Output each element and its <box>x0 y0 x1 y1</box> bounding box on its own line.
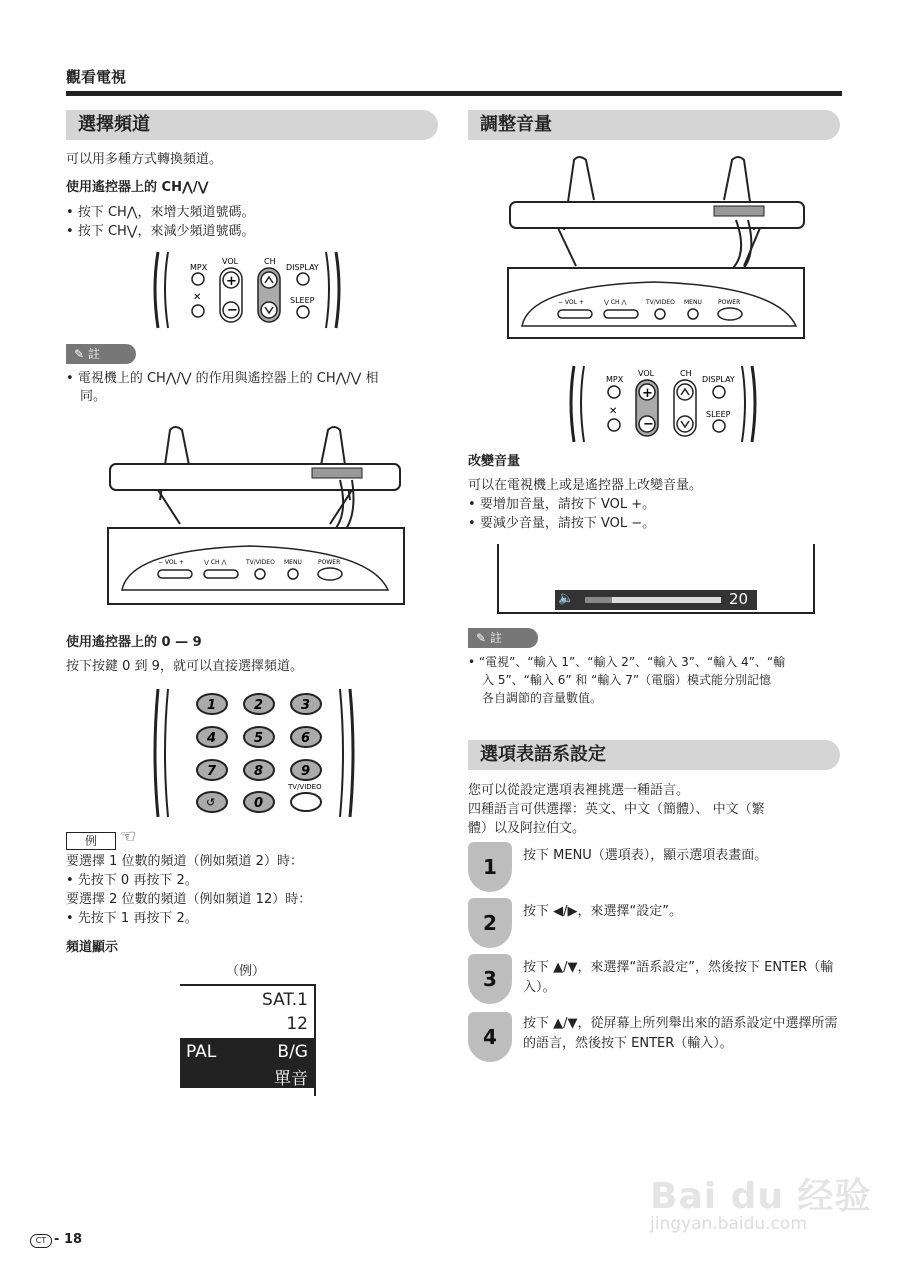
panel-menu-label-right: MENU <box>684 299 702 306</box>
key-1: 1 <box>207 698 217 713</box>
section-title-language: 選項表語系設定 <box>468 740 840 770</box>
bullet-ch-up-text: 按下 CH⋀，來增大頻道號碼。 <box>77 205 255 220</box>
example-line-3: 要選擇 2 位數的頻道（例如頻道 12）時： <box>66 892 312 907</box>
flashback-icon: ↺ <box>206 796 216 809</box>
key-8: 8 <box>254 764 264 779</box>
sleep-label-right: SLEEP <box>706 410 731 419</box>
panel-tvvideo-label: TV/VIDEO <box>246 559 275 566</box>
step-1-badge: 1 <box>468 842 512 892</box>
bullet-ch-down: • 按下 CH⋁，來減少頻道號碼。 <box>66 224 255 239</box>
watermark-url: jingyan.baidu.com <box>650 1214 807 1234</box>
example-label: 例 <box>66 832 116 850</box>
example-line-4: • 先按下 1 再按下 2。 <box>66 911 198 926</box>
key-6: 6 <box>301 731 311 746</box>
panel-vol-label-right: − VOL + <box>558 299 584 306</box>
panel-tvvideo-label-right: TV/VIDEO <box>646 299 675 306</box>
key-2: 2 <box>254 698 264 713</box>
bullet-vol-up: • 要增加音量，請按下 VOL +。 <box>468 497 656 512</box>
digits-heading: 使用遙控器上的 0 — 9 <box>66 635 202 650</box>
lang-intro-1: 您可以從設定選項表裡挑選一種語言。 <box>468 783 690 798</box>
note-text-1: 電視機上的 CH⋀/⋁ 的作用與遙控器上的 CH⋀/⋁ 相 <box>77 371 379 386</box>
volume-value: 20 <box>729 590 749 608</box>
note-right-line-3: 各自調節的音量數值。 <box>482 691 603 705</box>
mute-button <box>192 305 204 317</box>
page-number: 18 <box>64 1232 83 1247</box>
display-button <box>297 273 309 285</box>
step-4-badge: 4 <box>468 1012 512 1062</box>
svg-text:−: − <box>643 417 654 432</box>
volume-screen <box>497 544 815 614</box>
keypad-row-2 <box>197 727 321 747</box>
language-badge: CT <box>30 1234 52 1248</box>
keypad-row-3 <box>197 760 321 780</box>
note-badge: ✎ 註 <box>66 344 136 364</box>
mpx-button <box>192 273 204 285</box>
panel-vol-label: − VOL + <box>158 559 184 566</box>
key-0: 0 <box>254 796 264 811</box>
volume-osd <box>555 590 757 610</box>
note-right-line-2: 入 5”、“輸入 6” 和 “輸入 7”（電腦）模式能分別記憶 <box>482 673 772 687</box>
mute-icon-right: ✕ <box>609 406 618 417</box>
channel-display-box <box>180 984 316 1096</box>
svg-text:+: + <box>642 386 653 401</box>
note-label: 註 <box>87 347 100 361</box>
panel-power-label-right: POWER <box>718 299 741 306</box>
keypad-tvvideo-label: TV/VIDEO <box>288 783 322 791</box>
channel-number: 12 <box>286 1014 308 1034</box>
example-line-2: • 先按下 0 再按下 2。 <box>66 873 198 888</box>
panel-power-label: POWER <box>318 559 341 566</box>
intro-text: 可以用多種方式轉換頻道。 <box>66 152 223 167</box>
speaker-icon: 🔈 <box>558 591 575 606</box>
vol-label: VOL <box>222 257 239 266</box>
panel-ch-label: ⋁ CH ⋀ <box>204 559 227 566</box>
step-2-badge: 2 <box>468 898 512 948</box>
example-line-1: 要選擇 1 位數的頻道（例如頻道 2）時： <box>66 854 303 869</box>
channel-system-bar <box>180 1038 314 1088</box>
sleep-button <box>297 306 309 318</box>
display-label: DISPLAY <box>286 263 319 272</box>
note-text-line1: • 電視機上的 CH⋀/⋁ 的作用與遙控器上的 CH⋀/⋁ 相 <box>66 371 379 386</box>
lang-intro-3: 體）以及阿拉伯文。 <box>468 821 586 836</box>
channel-display-heading: 頻道顯示 <box>66 940 119 955</box>
remote-control-illustration <box>150 248 350 332</box>
volume-bar-track <box>585 597 721 603</box>
section-title-volume: 調整音量 <box>468 110 840 140</box>
change-volume-intro: 可以在電視機上或是遙控器上改變音量。 <box>468 478 703 493</box>
section-title-select-channel: 選擇頻道 <box>66 110 438 140</box>
bullet-ch-up: • 按下 CH⋀，來增大頻道號碼。 <box>66 205 255 220</box>
step-3-badge: 3 <box>468 954 512 1004</box>
tv-panel-illustration <box>100 420 410 610</box>
page-number-dash: - <box>54 1232 60 1247</box>
ch-label: CH <box>264 257 276 266</box>
header-rule <box>66 91 842 96</box>
key-7: 7 <box>207 764 217 779</box>
bullet-ch-down-text: 按下 CH⋁，來減少頻道號碼。 <box>77 224 255 239</box>
key-4: 4 <box>207 731 217 746</box>
digits-intro: 按下按鍵 0 到 9，就可以直接選擇頻道。 <box>66 659 303 674</box>
bullet-vol-up-text: 要增加音量，請按下 VOL +。 <box>479 497 656 512</box>
color-system: PAL <box>186 1042 217 1062</box>
ch-label-right: CH <box>680 369 692 378</box>
note-right-text-1: “電視”、“輸入 1”、“輸入 2”、“輸入 3”、“輸入 4”、“輸 <box>478 655 786 669</box>
step-1-text: 按下 MENU（選項表），顯示選項表畫面。 <box>523 848 768 863</box>
page-header-title: 觀看電視 <box>66 68 127 86</box>
mute-icon: ✕ <box>193 292 202 303</box>
vol-label-right: VOL <box>638 369 655 378</box>
note-right-line-1: • “電視”、“輸入 1”、“輸入 2”、“輸入 3”、“輸入 4”、“輸 <box>468 655 786 669</box>
key-5: 5 <box>254 731 264 746</box>
volume-bar-fill <box>585 597 612 603</box>
note-label-right: 註 <box>489 631 502 645</box>
panel-ch-label-right: ⋁ CH ⋀ <box>604 299 627 306</box>
sound-system: B/G <box>277 1042 308 1062</box>
step-2-text: 按下 ◀/▶，來選擇“設定”。 <box>523 904 682 919</box>
bullet-vol-down-text: 要減少音量，請按下 VOL −。 <box>479 516 656 531</box>
audio-mode: 單音 <box>274 1069 308 1089</box>
key-3: 3 <box>301 698 311 713</box>
lang-intro-2: 四種語言可供選擇：英文、中文（簡體）、 中文（繁 <box>468 802 765 817</box>
key-9: 9 <box>301 764 311 779</box>
remote-ch-heading: 使用遙控器上的 CH⋀/⋁ <box>66 180 209 195</box>
pointing-hand-icon: ☜ <box>120 826 137 847</box>
keypad-row-1 <box>197 694 321 714</box>
panel-menu-label: MENU <box>284 559 302 566</box>
mpx-label-right: MPX <box>606 375 624 384</box>
sleep-label: SLEEP <box>290 296 315 305</box>
bullet-vol-down: • 要減少音量，請按下 VOL −。 <box>468 516 656 531</box>
svg-text:+: + <box>226 274 237 289</box>
step-3-text: 按下 ▲/▼，來選擇“語系設定”，然後按下 ENTER（輸入）。 <box>523 960 834 995</box>
remote-control-illustration-right <box>566 362 766 446</box>
channel-display-caption: （例） <box>226 964 266 979</box>
display-label-right: DISPLAY <box>702 375 735 384</box>
step-4-text: 按下 ▲/▼，從屏幕上所列舉出來的語系設定中選擇所需的語言，然後按下 ENTER（輸入）。 <box>523 1016 838 1051</box>
keypad-illustration <box>150 685 360 820</box>
svg-text:−: − <box>227 303 238 318</box>
note-badge-right: ✎ 註 <box>468 628 538 648</box>
channel-name: SAT.1 <box>261 990 308 1010</box>
tv-panel-illustration-right <box>504 150 814 340</box>
watermark-brand: Bai du 经验 <box>650 1176 872 1217</box>
change-volume-heading: 改變音量 <box>468 454 521 469</box>
mpx-label: MPX <box>190 263 208 272</box>
keypad-row-4 <box>197 783 322 812</box>
note-text-line2: 同。 <box>80 389 107 404</box>
